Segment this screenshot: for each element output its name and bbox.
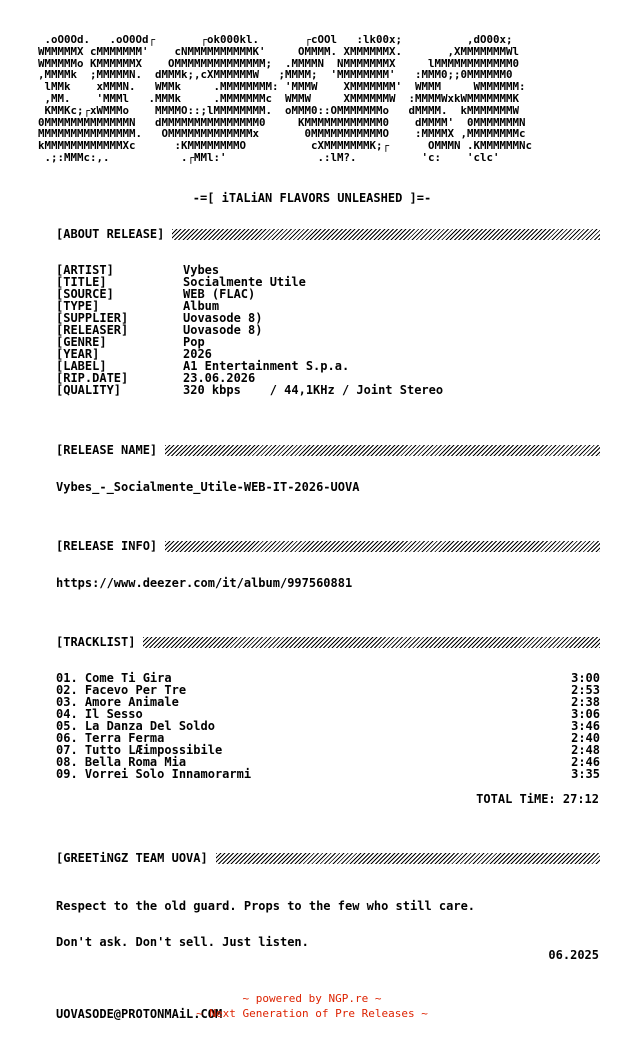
track-title: 03. Amore Animale — [56, 695, 179, 709]
about-release-list — [56, 264, 443, 396]
track-duration: 3:00 — [571, 671, 600, 685]
track-duration: 2:46 — [571, 755, 600, 769]
about-key: [ARTIST] — [56, 263, 114, 277]
tagline: -=[ iTALiAN FLAVORS UNLEASHED ]=- — [192, 191, 432, 205]
footer-tagline: ~ Next Generation of Pre Releases ~ — [196, 1007, 428, 1020]
section-release-name-header — [56, 443, 600, 457]
track-title: 07. Tutto LÆimpossibile — [56, 743, 223, 757]
about-value: Socialmente Utile — [183, 275, 306, 289]
section-greetings-title: [GREETiNGZ TEAM UOVA] — [56, 851, 208, 865]
total-time: TOTAL TiME: 27:12 — [476, 792, 599, 806]
greetings-line: Don't ask. Don't sell. Just listen. — [56, 935, 309, 949]
tracklist — [56, 672, 600, 780]
track-duration: 2:38 — [571, 695, 600, 709]
about-value: 23.06.2026 — [183, 371, 256, 385]
release-date: 06.2025 — [548, 948, 599, 962]
about-value: Uovasode 8) — [183, 323, 263, 337]
ascii-logo: .oO0Od. .oO0Od┌ ┌ok000kl. ┌cOOl :lk00x; ,dO00x; WMMMMMX cMMMMMMM' cNMMMMMMMMMMK' OMMMM. XMMMMMMX. ,XMMMMMMMWl WMMMMMo KMMMMMMX OMMMMMMMMMMMMMM; .MMMMN NMMMMMMMX lMMMMMMMMMMMM0 ,MMMMk ;MMMMMN. dMMMk;,cXMMMMMMW ;MMMM; 'MMMMMMMM' :MMM0;;0MMMMMM0 lMMk xMMMN. WMMk .MMMMMMMM: 'MMMW XMMMMMMM' WMMM WMMMMMM: ,MM. 'MMMl .MMMk .MMMMMMMc WMMW XMMMMMMW :MMMMWxkWMMMMMMMK KMMKc;┌xWMMMo MMMMO::;lMMMMMMMM. oMMM0::OMMMMMMMo dMMMM. kMMMMMMMW 0MMMMMMMMMMMMMN dMMMMMMMMMMMMMMM0 KMMMMMMMMMMMM0 dMMMM' 0MMMMMMMN MMMMMMMMMMMMMMM. OMMMMMMMMMMMMMx 0MMMMMMMMMMMO :MMMMX ,MMMMMMMMc kMMMMMMMMMMMMXc :KMMMMMMMMO cXMMMMMMMK;┌ OMMMN .KMMMMMMNc .;:MMMc:,. .┌MMl:' .:lM?. 'c: 'clc' — [38, 33, 533, 164]
section-release-info-title: [RELEASE INFO] — [56, 539, 158, 553]
section-divider — [143, 637, 600, 648]
about-row — [56, 336, 443, 348]
section-release-info-header — [56, 539, 600, 553]
section-divider — [172, 229, 600, 240]
track-duration: 3:35 — [571, 767, 600, 781]
track-duration: 3:06 — [571, 707, 600, 721]
spacer — [56, 972, 475, 984]
track-duration: 2:48 — [571, 743, 600, 757]
about-key: [TITLE] — [56, 275, 107, 289]
about-value: Pop — [183, 335, 205, 349]
footer-powered-by[interactable]: ~ powered by NGP.re ~ — [242, 992, 382, 1005]
track-title: 01. Come Ti Gira — [56, 671, 172, 685]
greetings-line: Respect to the old guard. Props to the few who still care. — [56, 899, 476, 913]
about-key: [RELEASER] — [56, 323, 129, 337]
track-duration: 3:46 — [571, 719, 600, 733]
about-key: [SUPPLIER] — [56, 311, 129, 325]
track-title: 09. Vorrei Solo Innamorarmi — [56, 767, 252, 781]
about-key: [QUALITY] — [56, 383, 122, 397]
about-key: [LABEL] — [56, 359, 107, 373]
track-row — [56, 768, 600, 780]
section-greetings-header — [56, 851, 600, 865]
section-about-title: [ABOUT RELEASE] — [56, 227, 165, 241]
section-release-name-title: [RELEASE NAME] — [56, 443, 158, 457]
about-value: Vybes — [183, 263, 220, 277]
section-divider — [216, 853, 600, 864]
section-tracklist-title: [TRACKLIST] — [56, 635, 136, 649]
about-key: [RIP.DATE] — [56, 371, 129, 385]
track-title: 08. Bella Roma Mia — [56, 755, 187, 769]
about-value: 320 kbps / 44,1KHz / Joint Stereo — [183, 383, 444, 397]
about-value: A1 Entertainment S.p.a. — [183, 359, 350, 373]
section-tracklist-header — [56, 635, 600, 649]
contact-email[interactable]: UOVASODE@PROTONMAiL.COM — [56, 1007, 223, 1021]
about-row — [56, 384, 443, 396]
about-value: Uovasode 8) — [183, 311, 263, 325]
about-value: WEB (FLAC) — [183, 287, 256, 301]
about-key: [YEAR] — [56, 347, 100, 361]
track-duration: 2:53 — [571, 683, 600, 697]
about-row — [56, 324, 443, 336]
track-title: 04. Il Sesso — [56, 707, 143, 721]
track-title: 02. Facevo Per Tre — [56, 683, 187, 697]
about-value: 2026 — [183, 347, 212, 361]
release-info-link[interactable]: https://www.deezer.com/it/album/997560881 — [56, 576, 353, 590]
track-title: 05. La Danza Del Soldo — [56, 719, 215, 733]
about-row — [56, 288, 443, 300]
track-duration: 2:40 — [571, 731, 600, 745]
section-divider — [165, 445, 600, 456]
about-value: Album — [183, 299, 220, 313]
track-title: 06. Terra Ferma — [56, 731, 165, 745]
about-key: [TYPE] — [56, 299, 100, 313]
about-key: [SOURCE] — [56, 287, 114, 301]
release-name: Vybes_-_Socialmente_Utile-WEB-IT-2026-UOVA — [56, 480, 360, 494]
section-about-header — [56, 227, 600, 241]
section-divider — [165, 541, 600, 552]
about-key: [GENRE] — [56, 335, 107, 349]
